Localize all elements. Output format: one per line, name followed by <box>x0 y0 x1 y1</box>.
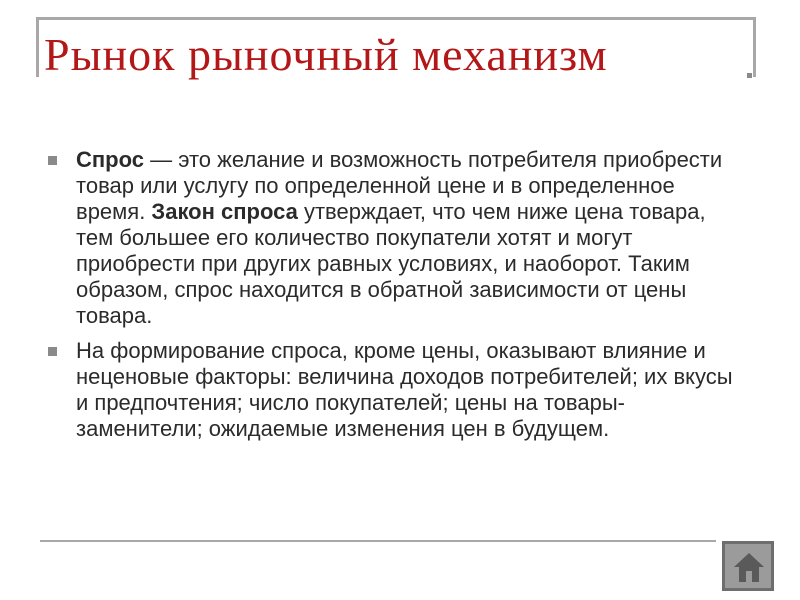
title-frame-right <box>753 17 756 77</box>
bullet-nonprice-factors <box>48 338 748 442</box>
home-button[interactable] <box>722 541 774 591</box>
bullet-marker <box>48 347 57 356</box>
nonprice-factors-text: На формирование спроса, кроме цены, оказывают влияние и неценовые факторы: величина доходов потребителей; их вкусы и предпочтения; число покупателей; цены на товары-заменители; ожидаемые изменения цен в будущем. <box>76 338 733 441</box>
term-demand: Спрос <box>76 147 144 172</box>
term-law-of-demand: Закон спроса <box>151 199 298 224</box>
slide-title: Рынок рыночный механизм <box>44 29 608 80</box>
title-frame-top <box>36 17 756 20</box>
law-of-demand-text: утверждает, что чем ниже цена товара, тем большее его количество покупатели хотят и могут приобрести при других равных условиях, и наоборот. Таким образом, спрос находится в обратной зависимости от цены товара. <box>76 199 706 328</box>
title-dot <box>747 73 752 78</box>
home-icon <box>731 549 767 585</box>
bullet-demand-definition <box>48 147 748 329</box>
demand-definition-text: — это желание и возможность потребителя приобрести товар или услугу по определенной цене и в определенное время. <box>76 147 723 224</box>
slide-content <box>48 147 748 451</box>
bottom-divider <box>40 540 716 542</box>
title-frame-left <box>36 17 39 77</box>
bullet-marker <box>48 156 57 165</box>
